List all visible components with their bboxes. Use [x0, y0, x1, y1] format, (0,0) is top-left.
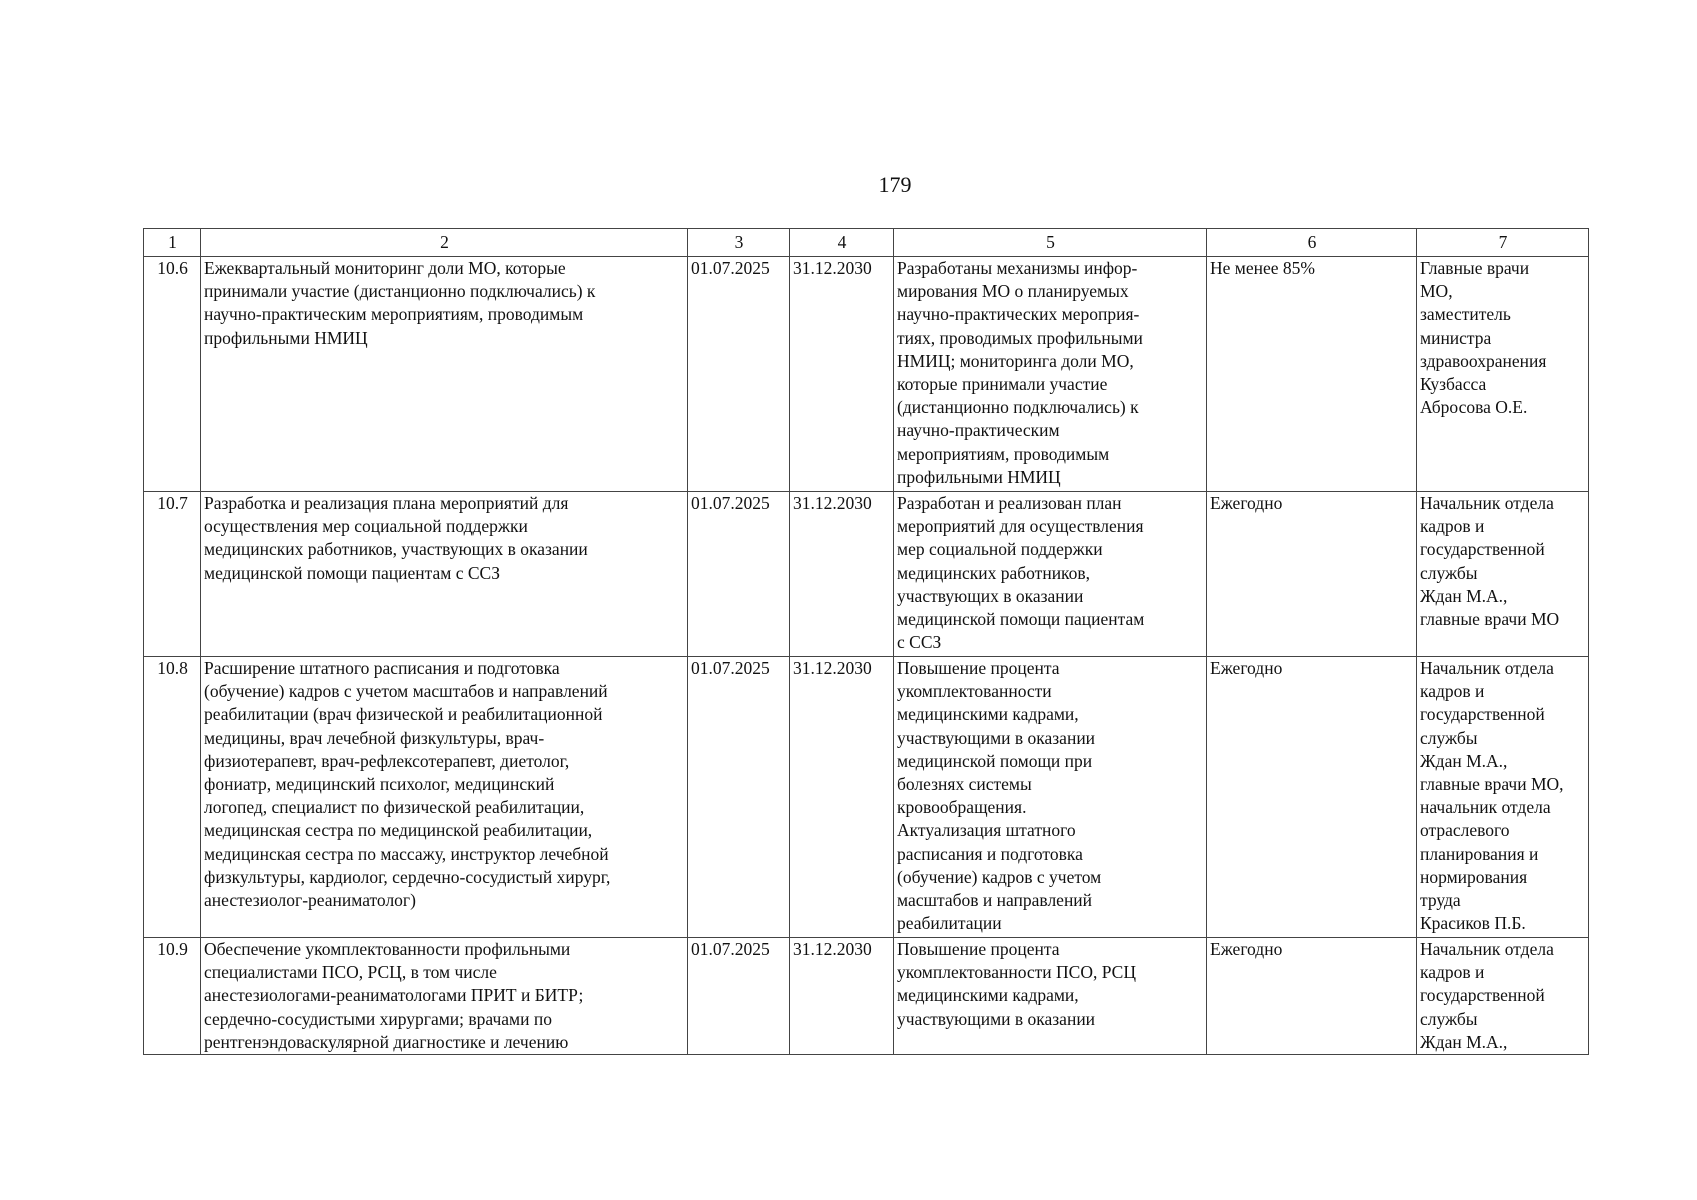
- cell-text-line: анестезиолог-реаниматолог): [204, 890, 416, 911]
- cell-text-line: МО,: [1420, 281, 1453, 302]
- indicator-cell: Ежегодно: [1207, 938, 1417, 1055]
- cell-text-line: Начальник отдела: [1420, 493, 1554, 513]
- cell-text-line: Разработка и реализация плана мероприятий для: [204, 493, 569, 513]
- cell-text-line: научно-практическим: [897, 420, 1060, 441]
- cell-text-line: реабилитации (врач физической и реабилитационной: [204, 704, 603, 725]
- responsible-cell: [1417, 257, 1589, 492]
- cell-text-line: укомплектованности ПСО, РСЦ: [897, 962, 1136, 983]
- cell-text-line: (дистанционно подключались) к: [897, 397, 1139, 418]
- indicator-cell: Ежегодно: [1207, 492, 1417, 657]
- cell-text-line: труда: [1420, 890, 1461, 911]
- end-date: 31.12.2030: [790, 657, 894, 938]
- cell-text-line: участвующих в оказании: [897, 585, 1084, 606]
- item-number: 10.9: [144, 938, 201, 1055]
- cell-text-line: медицинская сестра по медицинской реабилитации,: [204, 820, 593, 841]
- cell-text-line: медицинских работников,: [897, 562, 1091, 583]
- cell-text-line: Актуализация штатного: [897, 820, 1076, 841]
- page-number: 179: [878, 172, 912, 197]
- cell-text-line: Начальник отдела: [1420, 939, 1554, 959]
- cell-text-line: (обучение) кадров с учетом: [897, 866, 1102, 887]
- cell-text-line: участвующими в оказании: [897, 727, 1096, 748]
- cell-text-line: которые принимали участие: [897, 374, 1108, 395]
- cell-text-line: кадров и: [1420, 962, 1485, 983]
- cell-text-line: кадров и: [1420, 681, 1485, 702]
- cell-text-line: медицинскими кадрами,: [897, 985, 1079, 1006]
- cell-text-line: Повышение процента: [897, 658, 1060, 678]
- column-header: 4: [790, 229, 894, 257]
- cell-text-line: научно-практическим мероприятиям, проводимым: [204, 304, 584, 325]
- end-date: 31.12.2030: [790, 257, 894, 492]
- cell-text-line: реабилитации: [897, 913, 1002, 934]
- cell-text-line: службы: [1420, 562, 1478, 583]
- responsible-cell: [1417, 492, 1589, 657]
- table-row: [144, 657, 1589, 938]
- item-number: 10.6: [144, 257, 201, 492]
- cell-text-line: отраслевого: [1420, 820, 1510, 841]
- cell-text-line: логопед, специалист по физической реабилитации,: [204, 797, 585, 818]
- result-cell: [894, 938, 1207, 1055]
- cell-text-line: государственной: [1420, 704, 1545, 725]
- cell-text-line: медицинской помощи при: [897, 750, 1093, 771]
- cell-text-line: (обучение) кадров с учетом масштабов и направлений: [204, 681, 608, 702]
- cell-text-line: Ежеквартальный мониторинг доли МО, которые: [204, 258, 566, 278]
- item-number: 10.7: [144, 492, 201, 657]
- cell-text-line: мирования МО о планируемых: [897, 281, 1129, 302]
- cell-text-line: медицинской помощи пациентам с ССЗ: [204, 562, 500, 583]
- start-date: 01.07.2025: [688, 657, 790, 938]
- cell-text-line: мероприятиям, проводимым: [897, 443, 1110, 464]
- column-header: 5: [894, 229, 1207, 257]
- cell-text-line: профильными НМИЦ: [897, 466, 1061, 487]
- indicator-cell: Ежегодно: [1207, 657, 1417, 938]
- cell-text-line: укомплектованности: [897, 681, 1052, 702]
- cell-text-line: рентгенэндоваскулярной диагностике и лечению: [204, 1031, 569, 1052]
- cell-text-line: начальник отдела: [1420, 797, 1551, 818]
- cell-text-line: нормирования: [1420, 866, 1528, 887]
- start-date: 01.07.2025: [688, 257, 790, 492]
- cell-text-line: сердечно-сосудистыми хирургами; врачами по: [204, 1008, 552, 1029]
- cell-text-line: анестезиологами-реаниматологами ПРИТ и БИТР;: [204, 985, 584, 1006]
- column-header: 7: [1417, 229, 1589, 257]
- cell-text-line: масштабов и направлений: [897, 890, 1093, 911]
- cell-text-line: службы: [1420, 1008, 1478, 1029]
- end-date: 31.12.2030: [790, 938, 894, 1055]
- table-row: [144, 257, 1589, 492]
- activity-cell: [201, 257, 688, 492]
- cell-text-line: физкультуры, кардиолог, сердечно-сосудистый хирург,: [204, 866, 611, 887]
- cell-text-line: Разработан и реализован план: [897, 493, 1122, 513]
- cell-text-line: главные врачи МО: [1420, 609, 1560, 630]
- cell-text-line: с ССЗ: [897, 632, 942, 653]
- cell-text-line: медицинская сестра по массажу, инструктор лечебной: [204, 843, 609, 864]
- cell-text-line: НМИЦ; мониторинга доли МО,: [897, 350, 1134, 371]
- cell-text-line: медицинскими кадрами,: [897, 704, 1079, 725]
- cell-text-line: специалистами ПСО, РСЦ, в том числе: [204, 962, 497, 983]
- cell-text-line: кровообращения.: [897, 797, 1027, 818]
- cell-text-line: Обеспечение укомплектованности профильными: [204, 939, 571, 959]
- cell-text-line: осуществления мер социальной поддержки: [204, 516, 528, 537]
- cell-text-line: Кузбасса: [1420, 374, 1487, 395]
- cell-text-line: мер социальной поддержки: [897, 539, 1103, 560]
- table-row: [144, 938, 1589, 1055]
- cell-text-line: главные врачи МО,: [1420, 774, 1564, 795]
- cell-text-line: государственной: [1420, 539, 1545, 560]
- responsible-cell: [1417, 938, 1589, 1055]
- cell-text-line: Разработаны механизмы инфор-: [897, 258, 1138, 278]
- cell-text-line: Ждан М.А.,: [1420, 750, 1508, 771]
- cell-text-line: Повышение процента: [897, 939, 1060, 959]
- cell-text-line: Начальник отдела: [1420, 658, 1554, 678]
- cell-text-line: заместитель: [1420, 304, 1511, 325]
- cell-text-line: болезнях системы: [897, 774, 1032, 795]
- cell-text-line: мероприятий для осуществления: [897, 516, 1144, 537]
- activity-cell: [201, 938, 688, 1055]
- indicator-cell: Не менее 85%: [1207, 257, 1417, 492]
- cell-text-line: профильными НМИЦ: [204, 327, 368, 348]
- column-header: 2: [201, 229, 688, 257]
- activity-plan-table: [143, 228, 1589, 1055]
- cell-text-line: медицинской помощи пациентам: [897, 609, 1145, 630]
- result-cell: [894, 492, 1207, 657]
- cell-text-line: научно-практических мероприя-: [897, 304, 1140, 325]
- cell-text-line: медицины, врач лечебной физкультуры, врач-: [204, 727, 545, 748]
- result-cell: [894, 257, 1207, 492]
- start-date: 01.07.2025: [688, 938, 790, 1055]
- column-header: 3: [688, 229, 790, 257]
- cell-text-line: Ждан М.А.,: [1420, 1031, 1508, 1052]
- cell-text-line: здравоохранения: [1420, 350, 1547, 371]
- cell-text-line: службы: [1420, 727, 1478, 748]
- cell-text-line: министра: [1420, 327, 1492, 348]
- activity-cell: [201, 492, 688, 657]
- column-header: 1: [144, 229, 201, 257]
- item-number: 10.8: [144, 657, 201, 938]
- cell-text-line: физиотерапевт, врач-рефлексотерапевт, диетолог,: [204, 750, 570, 771]
- cell-text-line: Абросова О.Е.: [1420, 397, 1528, 418]
- column-header: 6: [1207, 229, 1417, 257]
- cell-text-line: фониатр, медицинский психолог, медицинский: [204, 774, 555, 795]
- cell-text-line: медицинских работников, участвующих в оказании: [204, 539, 588, 560]
- cell-text-line: кадров и: [1420, 516, 1485, 537]
- cell-text-line: Главные врачи: [1420, 258, 1530, 278]
- cell-text-line: участвующими в оказании: [897, 1008, 1096, 1029]
- table-row: [144, 492, 1589, 657]
- cell-text-line: Красиков П.Б.: [1420, 913, 1526, 934]
- cell-text-line: тиях, проводимых профильными: [897, 327, 1143, 348]
- cell-text-line: принимали участие (дистанционно подключались) к: [204, 281, 596, 302]
- cell-text-line: Ждан М.А.,: [1420, 585, 1508, 606]
- end-date: 31.12.2030: [790, 492, 894, 657]
- cell-text-line: Расширение штатного расписания и подготовка: [204, 658, 560, 678]
- table-header-row: [144, 229, 1589, 257]
- cell-text-line: расписания и подготовка: [897, 843, 1083, 864]
- responsible-cell: [1417, 657, 1589, 938]
- cell-text-line: государственной: [1420, 985, 1545, 1006]
- start-date: 01.07.2025: [688, 492, 790, 657]
- activity-cell: [201, 657, 688, 938]
- result-cell: [894, 657, 1207, 938]
- cell-text-line: планирования и: [1420, 843, 1539, 864]
